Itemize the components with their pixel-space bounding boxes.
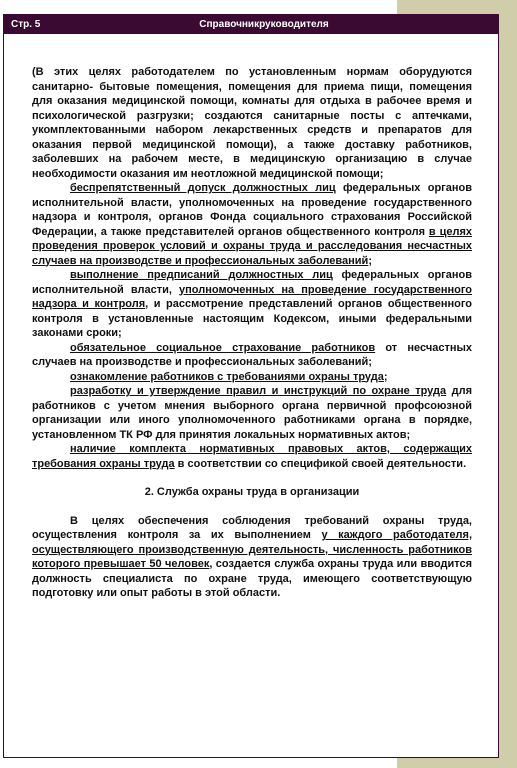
document-page (3, 14, 499, 758)
page-header (4, 15, 498, 34)
paragraph-familiarization: ознакомление работников с требованиями охраны труда; (70, 370, 388, 383)
paragraph-access: беспрепятственный допуск должностных лиц федеральных органов исполнительной власти, уполномоченных на проведение государственного надзора и контроля, органов Фонда социального страхования Российской Федерации, а также представителей органов общественного контроля в целях проведения проверок условий и охраны труда и расследования несчастных случаев на производстве и профессиональных заболеваний; (32, 182, 472, 267)
paragraph-orders: выполнение предписаний должностных лиц федеральных органов исполнительной власти, уполномоченных на проведение государственного надзора и контроля, и рассмотрение представлений органов общественного контроля в установленные настоящим Кодексом, иными федеральными законами сроки; (32, 269, 473, 339)
section-heading: 2. Служба охраны труда в организации (144, 486, 360, 498)
paragraph-rules: разработку и утверждение правил и инструкций по охране труда для работников с учетом мнения выборного органа первичной профсоюзной организации или иного уполномоченного работниками органа в порядке, установленном ТК РФ для принятия локальных нормативных актов; (32, 385, 472, 441)
paragraph-regulations: наличие комплекта нормативных правовых актов, содержащих требования охраны труда в соответствии со спецификой своей деятельности. (32, 443, 472, 470)
document-body (32, 65, 472, 601)
paragraph-sanitary: (В этих целях работодателем по установленным нормам оборудуются санитарно- бытовые помещения, помещения для приема пищи, помещения для оказания медицинской помощи, комнаты для отдыха в рабочее время и психологической разгрузки; создаются санитарные посты с аптечками, укомплектованными набором лекарственных средств и препаратов для оказания первой медицинской помощи), а также доставку работников, заболевших на рабочем месте, в медицинскую организацию в случае необходимости оказания им неотложной медицинской помощи; (32, 66, 472, 180)
header-title: Справочникруководителя (199, 19, 329, 30)
paragraph-safety-service: В целях обеспечения соблюдения требований охраны труда, осуществления контроля за их выполнением у каждого работодателя, осуществляющего производственную деятельность, численность работников которого превышает 50 человек, создается служба охраны труда или вводится должность специалиста по охране труда, имеющего соответствующую подготовку или опыт работы в этой области. (32, 514, 472, 599)
page-number: Стр. 5 (11, 19, 41, 30)
paragraph-insurance: обязательное социальное страхование работников от несчастных случаев на производстве и профессиональных заболеваний; (32, 341, 473, 368)
